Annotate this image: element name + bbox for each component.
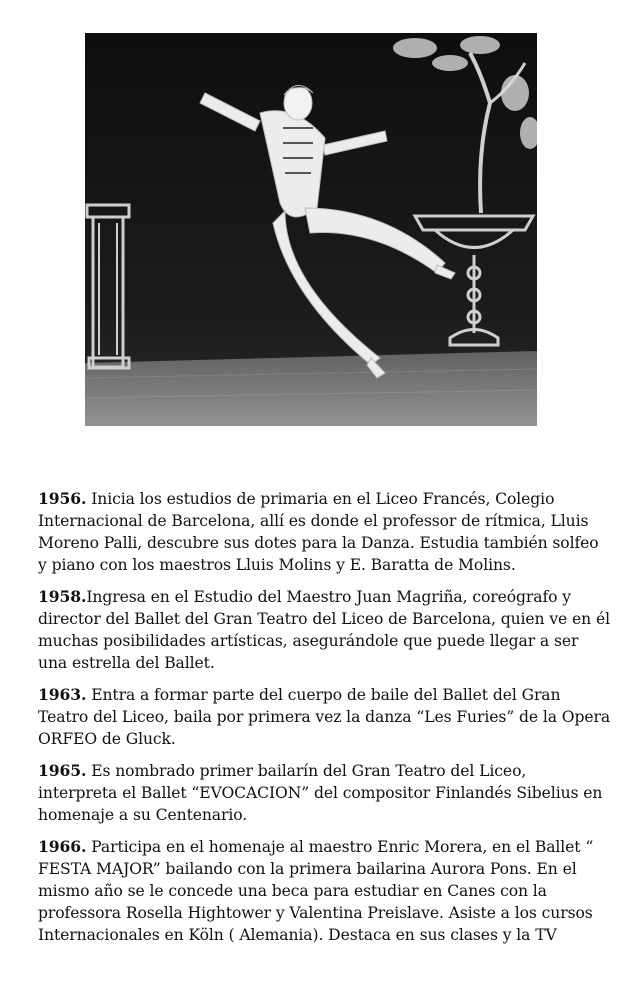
bio-entry-1956 [38,488,618,576]
biography-text [38,488,618,956]
text-line: Internacionales en Köln ( Alemania). Destaca en sus clases y la TV [38,926,557,944]
dancer-illustration [85,33,537,426]
text-line: FESTA MAJOR” bailando con la primera bailarina Aurora Pons. En el [38,860,577,878]
dancer-photo [85,33,537,426]
year-label: 1958. [38,587,87,606]
text-line: Entra a formar parte del cuerpo de baile del Ballet del Gran [86,686,561,704]
year-label: 1966. [38,837,87,856]
bio-entry-1963 [38,684,618,750]
text-line: Inicia los estudios de primaria en el Liceo Francés, Colegio [86,490,555,508]
text-line: professora Rosella Hightower y Valentina Preislave. Asiste a los cursos [38,904,593,922]
bio-entry-1958 [38,586,618,674]
text-line: director del Ballet del Gran Teatro del Liceo de Barcelona, quien ve en él [38,610,610,628]
text-line: Teatro del Liceo, baila por primera vez la danza “Les Furies” de la Opera [38,708,611,726]
bio-entry-1966 [38,836,618,946]
text-line: Participa en el homenaje al maestro Enric Morera, en el Ballet “ [86,838,594,856]
text-line: Internacional de Barcelona, allí es donde el professor de rítmica, Lluis [38,512,589,530]
text-line: ORFEO de Gluck. [38,730,176,748]
year-label: 1965. [38,761,87,780]
year-label: 1956. [38,489,87,508]
text-line: muchas posibilidades artísticas, asegurándole que puede llegar a ser [38,632,579,650]
bio-entry-1965 [38,760,618,826]
text-line: Moreno Palli, descubre sus dotes para la Danza. Estudia también solfeo [38,534,599,552]
text-line: Es nombrado primer bailarín del Gran Teatro del Liceo, [86,762,527,780]
text-line: mismo año se le concede una beca para estudiar en Canes con la [38,882,547,900]
text-line: homenaje a su Centenario. [38,806,248,824]
text-line: interpreta el Ballet “EVOCACION” del compositor Finlandés Sibelius en [38,784,603,802]
text-line: y piano con los maestros Lluis Molins y E. Baratta de Molins. [38,556,516,574]
year-label: 1963. [38,685,87,704]
text-line: Ingresa en el Estudio del Maestro Juan Magriña, coreógrafo y [86,588,571,606]
text-line: una estrella del Ballet. [38,654,215,672]
